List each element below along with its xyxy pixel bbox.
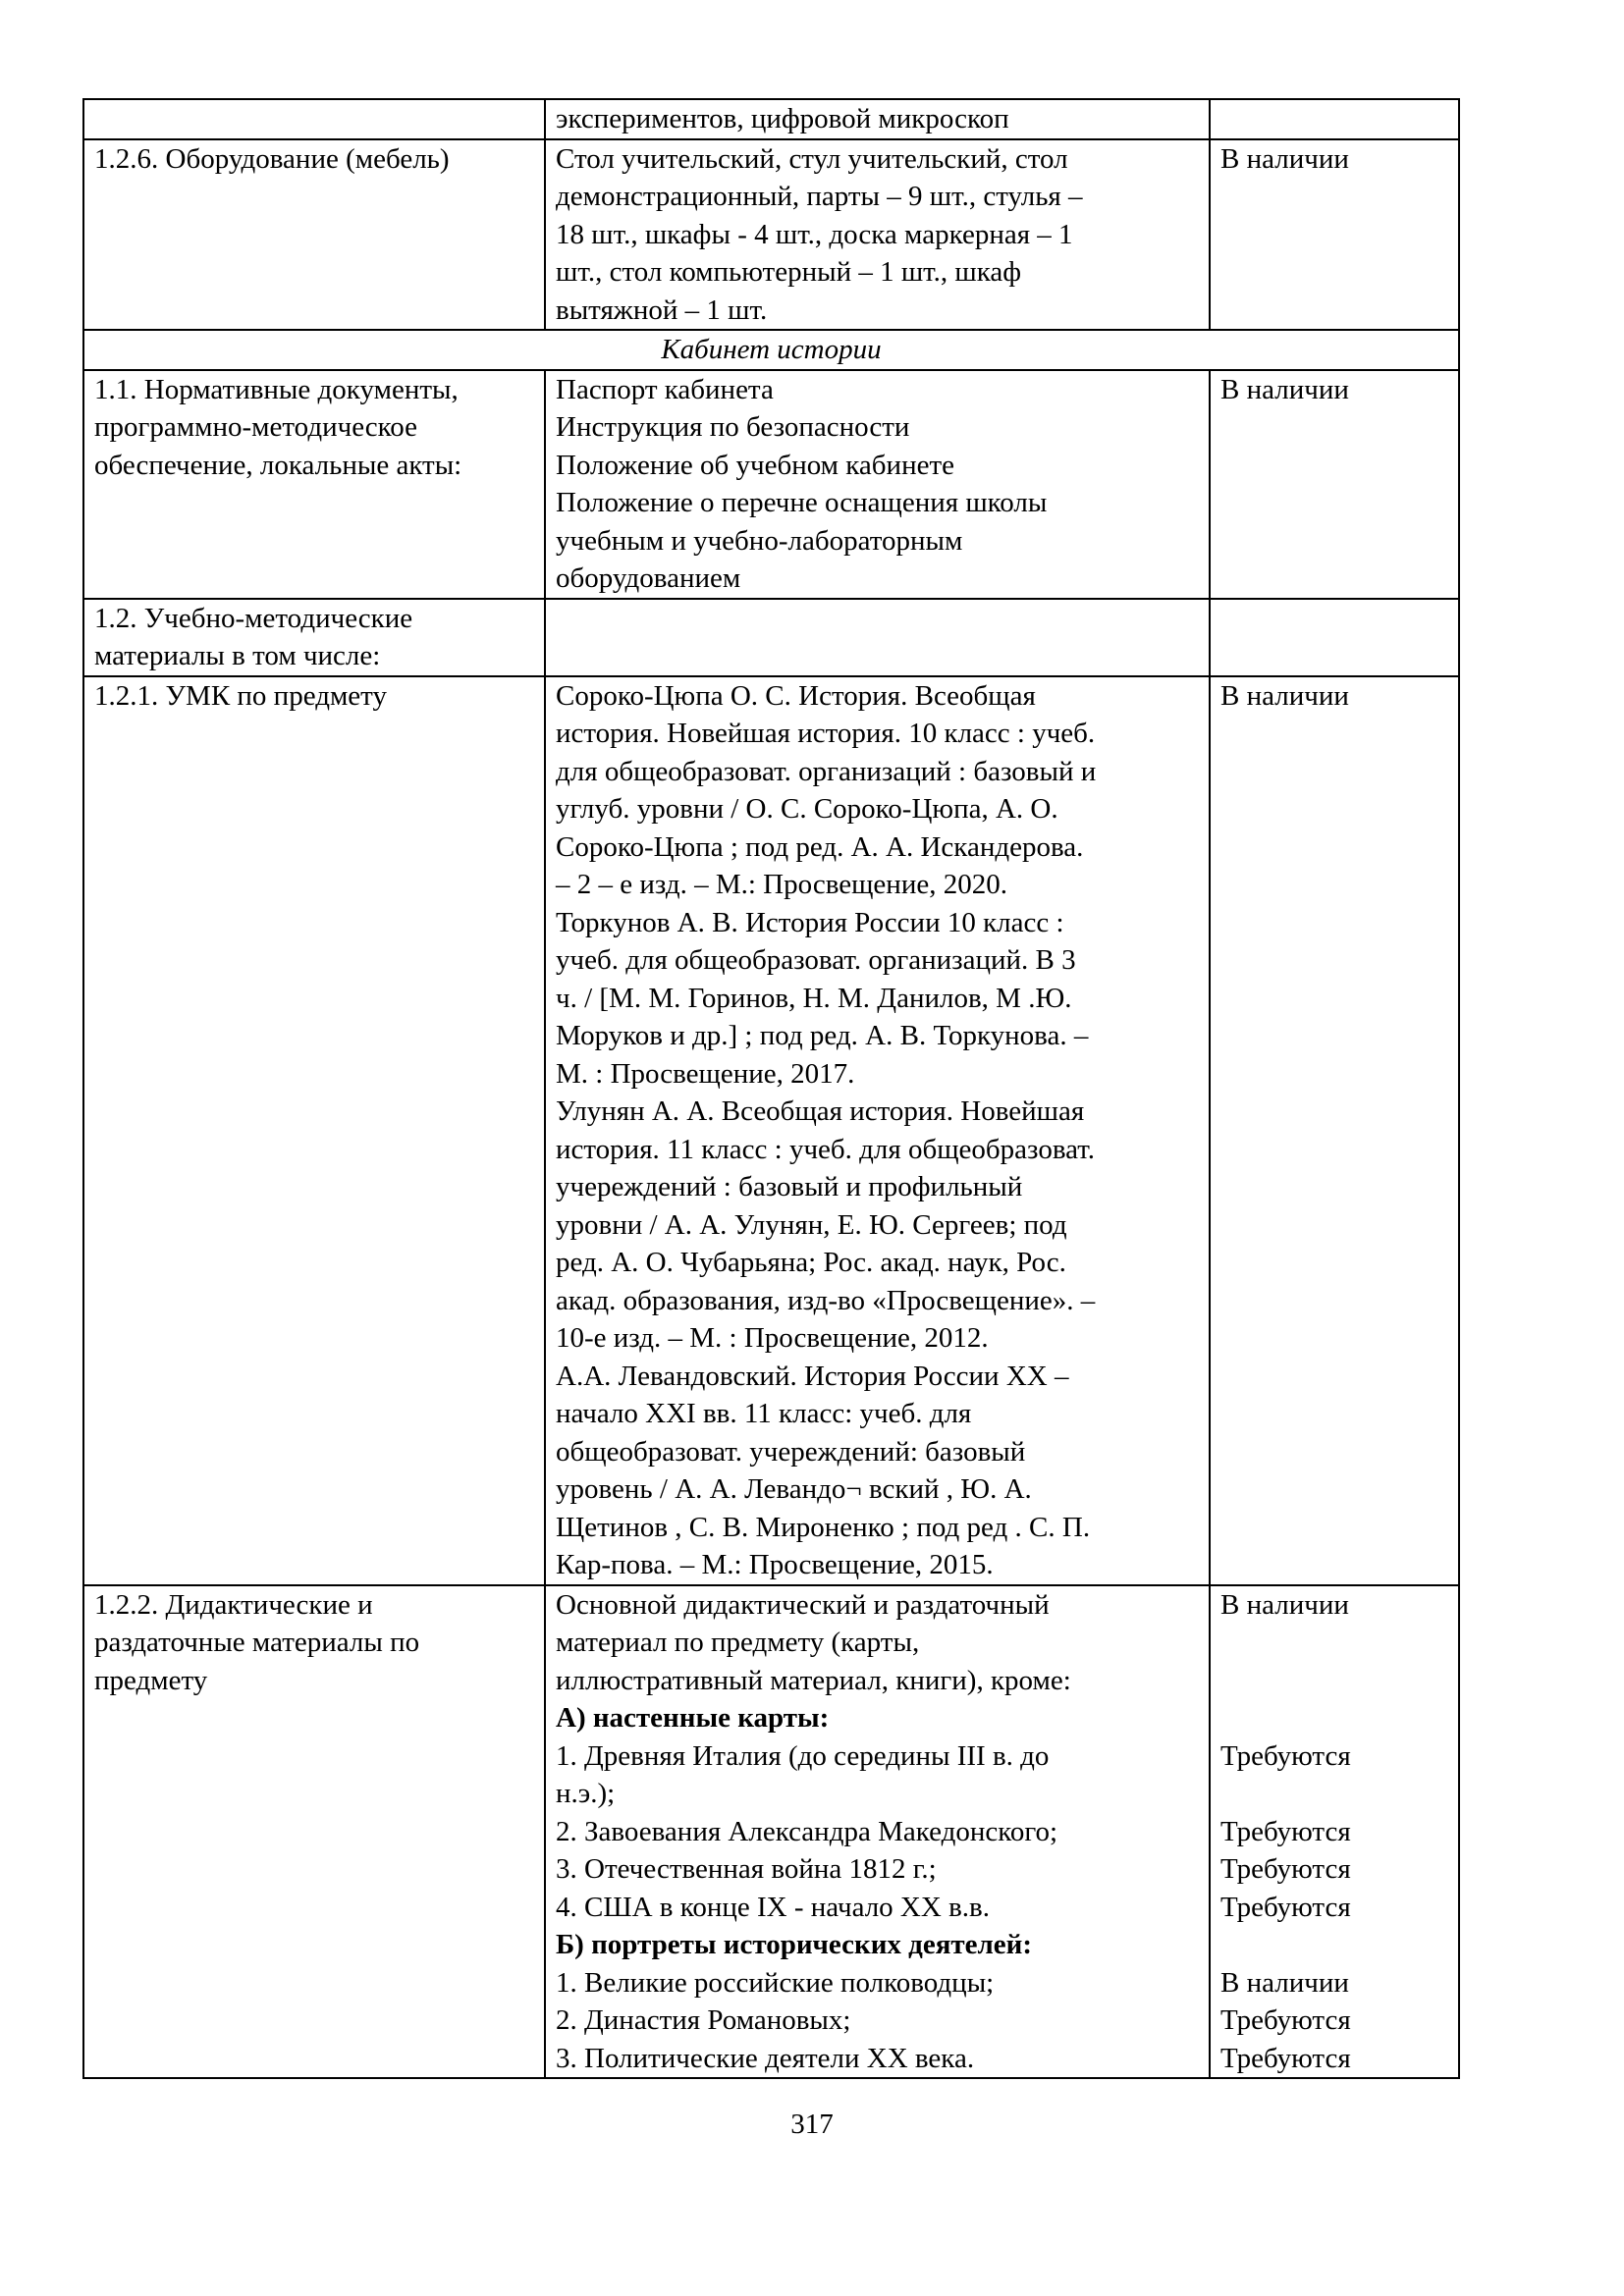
item-name-cell: [83, 99, 545, 139]
blank-line: [1220, 1662, 1448, 1700]
text-line: Требуются: [1220, 1815, 1351, 1847]
item-name-cell: [83, 139, 545, 331]
text-line: Требуются: [1220, 1891, 1351, 1923]
text-line: Требуются: [1220, 1853, 1351, 1885]
text-line: уровень / А. А. Левандо¬ вский , Ю. А.: [556, 1473, 1032, 1505]
text-line: 1.1. Нормативные документы,: [94, 373, 459, 405]
blank-line: [1220, 1926, 1448, 1964]
text-line: Сороко-Цюпа ; под ред. А. А. Искандерова.: [556, 830, 1084, 863]
text-line: раздаточные материалы по: [94, 1627, 420, 1658]
description-cell: [545, 99, 1210, 139]
blank-line: [1220, 1624, 1448, 1662]
text-line: 2. Завоевания Александра Македонского;: [556, 1815, 1058, 1847]
text-line: шт., стол компьютерный – 1 шт., шкаф: [556, 256, 1022, 288]
text-line: А) настенные карты:: [556, 1702, 830, 1734]
text-line: Щетинов , С. В. Мироненко ; под ред . С. П.: [556, 1511, 1091, 1543]
text-line: оборудованием: [556, 562, 741, 594]
text-line: А.А. Левандовский. История России XX –: [556, 1360, 1069, 1392]
text-line: акад. образования, изд-во «Просвещение». –: [556, 1284, 1096, 1316]
text-line: материал по предмету (карты,: [556, 1627, 920, 1658]
text-line: вытяжной – 1 шт.: [556, 294, 768, 326]
text-line: 1. Древняя Италия (до середины III в. до: [556, 1739, 1050, 1772]
text-line: 2. Династия Романовых;: [556, 2004, 851, 2036]
description-cell: [545, 370, 1210, 599]
text-line: Требуются: [1220, 2042, 1351, 2074]
status-cell: [1210, 99, 1459, 139]
section-title: Кабинет истории: [83, 330, 1459, 370]
text-line: история. Новейшая история. 10 класс : учеб.: [556, 718, 1096, 749]
equipment-table: [82, 98, 1460, 2079]
text-line: Основной дидактический и раздаточный: [556, 1588, 1050, 1621]
item-name-cell: [83, 1585, 545, 2079]
status-cell: [1210, 599, 1459, 676]
blank-line: [1220, 1699, 1448, 1737]
text-line: начало XXI вв. 11 класс: учеб. для: [556, 1398, 972, 1429]
text-line: 3. Отечественная война 1812 г.;: [556, 1853, 937, 1885]
blank-line: [1220, 1775, 1448, 1813]
text-line: Положение об учебном кабинете: [556, 449, 955, 481]
text-line: иллюстративный материал, книги), кроме:: [556, 1664, 1071, 1696]
status-cell: [1210, 370, 1459, 599]
text-line: экспериментов, цифровой микроскоп: [556, 103, 1009, 134]
text-line: Положение о перечне оснащения школы: [556, 487, 1048, 518]
text-line: М. : Просвещение, 2017.: [556, 1057, 855, 1090]
text-line: Сороко-Цюпа О. С. История. Всеобщая: [556, 679, 1036, 712]
text-line: программно-методическое: [94, 411, 418, 443]
text-line: ред. А. О. Чубарьяна; Рос. акад. наук, Рос.: [556, 1247, 1066, 1278]
text-line: 4. США в конце IX - начало XX в.в.: [556, 1891, 990, 1923]
page-number: 317: [790, 2109, 834, 2140]
text-line: учереждений : базовый и профильный: [556, 1171, 1023, 1202]
text-line: Моруков и др.] ; под ред. А. В. Торкунова. –: [556, 1020, 1089, 1051]
text-line: обеспечение, локальные акты:: [94, 449, 462, 481]
text-line: 10-е изд. – М. : Просвещение, 2012.: [556, 1322, 989, 1354]
table-row: [83, 676, 1459, 1585]
text-line: для общеобразоват. организаций : базовый и: [556, 755, 1097, 787]
text-line: материалы в том числе:: [94, 640, 381, 671]
text-line: учебным и учебно-лабораторным: [556, 524, 963, 557]
text-line: Б) портреты исторических деятелей:: [556, 1929, 1033, 1960]
status-cell: [1210, 1585, 1459, 2079]
description-cell: [545, 676, 1210, 1585]
text-line: – 2 – е изд. – М.: Просвещение, 2020.: [556, 869, 1007, 900]
text-line: Торкунов А. В. История России 10 класс :: [556, 906, 1064, 938]
table-row: [83, 599, 1459, 676]
table-body: [83, 99, 1459, 2078]
text-line: Требуются: [1220, 2004, 1351, 2036]
section-row: [83, 330, 1459, 370]
text-line: 3. Политические деятели XX века.: [556, 2042, 975, 2074]
text-line: предмету: [94, 1664, 208, 1696]
text-line: углуб. уровни / О. С. Сороко-Цюпа, А. О.: [556, 793, 1058, 825]
text-line: В наличии: [1220, 142, 1349, 175]
description-cell: [545, 599, 1210, 676]
text-line: В наличии: [1220, 373, 1349, 405]
text-line: н.э.);: [556, 1778, 616, 1809]
text-line: Кар-пова. – М.: Просвещение, 2015.: [556, 1549, 994, 1580]
text-line: Паспорт кабинета: [556, 373, 774, 405]
text-line: демонстрационный, парты – 9 шт., стулья –: [556, 181, 1083, 212]
text-line: ч. / [М. М. Горинов, Н. М. Данилов, М .Ю.: [556, 982, 1072, 1014]
text-line: 1.2. Учебно-методические: [94, 602, 413, 634]
description-cell: [545, 1585, 1210, 2079]
table-row: [83, 139, 1459, 331]
status-cell: [1210, 676, 1459, 1585]
item-name-cell: [83, 370, 545, 599]
text-line: Инструкция по безопасности: [556, 411, 910, 443]
text-line: 1. Великие российские полководцы;: [556, 1966, 995, 1999]
description-cell: [545, 139, 1210, 331]
text-line: 1.2.1. УМК по предмету: [94, 679, 387, 712]
table-row: [83, 99, 1459, 139]
text-line: уровни / А. А. Улунян, Е. Ю. Сергеев; под: [556, 1208, 1067, 1241]
text-line: Улунян А. А. Всеобщая история. Новейшая: [556, 1095, 1085, 1127]
status-cell: [1210, 139, 1459, 331]
text-line: 1.2.2. Дидактические и: [94, 1588, 373, 1621]
text-line: история. 11 класс : учеб. для общеобразоват.: [556, 1133, 1096, 1165]
text-line: общеобразоват. учереждений: базовый: [556, 1435, 1026, 1468]
text-line: 1.2.6. Оборудование (мебель): [94, 142, 450, 175]
text-line: 18 шт., шкафы - 4 шт., доска маркерная – 1: [556, 218, 1073, 250]
table-row: [83, 370, 1459, 599]
item-name-cell: [83, 599, 545, 676]
text-line: учеб. для общеобразоват. организаций. В 3: [556, 944, 1076, 976]
text-line: Стол учительский, стул учительский, стол: [556, 142, 1068, 175]
text-line: Требуются: [1220, 1739, 1351, 1772]
item-name-cell: [83, 676, 545, 1585]
table-row: [83, 1585, 1459, 2079]
text-line: В наличии: [1220, 1588, 1349, 1621]
text-line: В наличии: [1220, 679, 1349, 712]
text-line: В наличии: [1220, 1966, 1349, 1999]
